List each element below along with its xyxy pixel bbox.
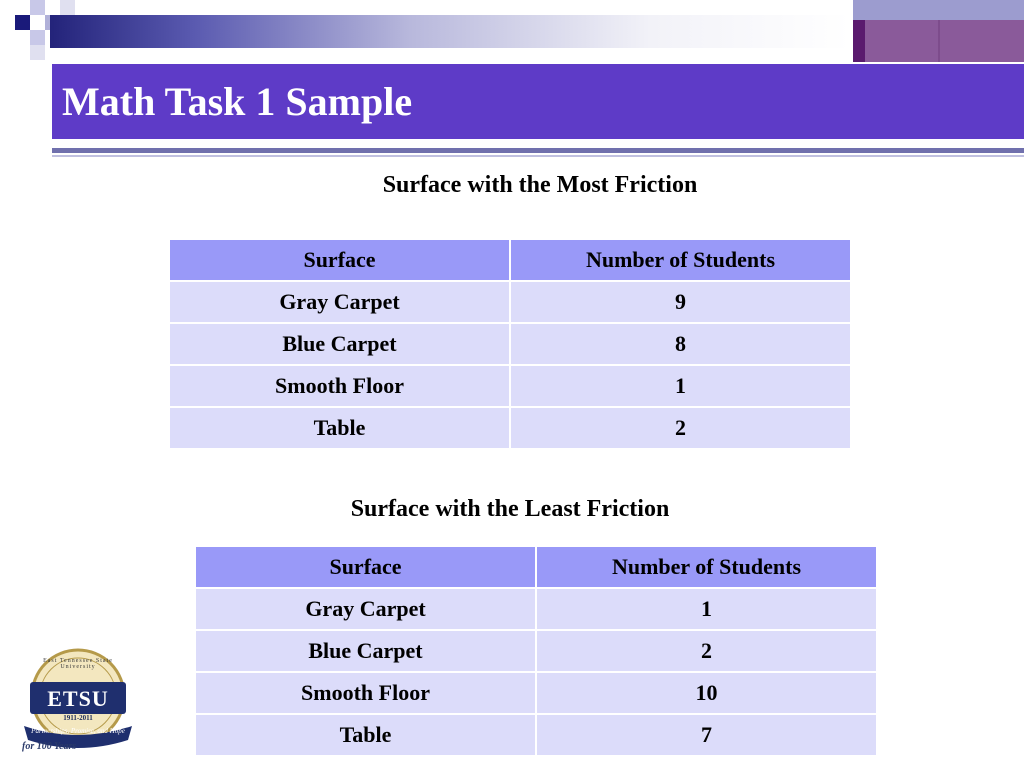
logo-arc-text: East Tennessee State University <box>43 658 113 670</box>
count-cell: 7 <box>537 715 876 755</box>
logo-footer: for 100 Years <box>22 741 77 752</box>
table-row <box>170 324 850 364</box>
surface-cell: Blue Carpet <box>196 631 535 671</box>
table-row <box>170 408 850 448</box>
surface-cell: Smooth Floor <box>196 673 535 713</box>
count-cell: 9 <box>511 282 850 322</box>
count-cell: 1 <box>511 366 850 406</box>
title-divider-light <box>52 155 1024 157</box>
count-cell: 10 <box>537 673 876 713</box>
surface-cell: Smooth Floor <box>170 366 509 406</box>
logo-years: 1911-2011 <box>63 714 93 722</box>
header-right-accent <box>853 20 865 62</box>
count-cell: 1 <box>537 589 876 629</box>
count-cell: 2 <box>537 631 876 671</box>
column-header: Number of Students <box>511 240 850 280</box>
count-cell: 2 <box>511 408 850 448</box>
most-friction-table <box>168 238 852 450</box>
column-header: Surface <box>170 240 509 280</box>
title-bar <box>52 64 1024 139</box>
count-cell: 8 <box>511 324 850 364</box>
surface-cell: Table <box>196 715 535 755</box>
table-row <box>196 715 876 755</box>
logo-wordmark: ETSU <box>47 686 109 711</box>
column-header: Surface <box>196 547 535 587</box>
column-header: Number of Students <box>537 547 876 587</box>
surface-cell: Gray Carpet <box>196 589 535 629</box>
title-divider <box>52 148 1024 153</box>
slide-title: Math Task 1 Sample <box>62 78 413 124</box>
table-row <box>196 631 876 671</box>
table-header-row <box>170 240 850 280</box>
surface-cell: Gray Carpet <box>170 282 509 322</box>
surface-cell: Blue Carpet <box>170 324 509 364</box>
header-right-block <box>853 0 1024 20</box>
etsu-logo <box>18 648 138 758</box>
table-row <box>170 366 850 406</box>
header-right-block-lower <box>865 20 1024 62</box>
table-row <box>196 673 876 713</box>
table-caption-most-friction: Surface with the Most Friction <box>382 172 698 198</box>
logo-tagline: Partnerships, Promise, and Hope <box>31 727 125 735</box>
least-friction-table <box>194 545 878 757</box>
header-gradient-strip <box>50 15 850 48</box>
table-row <box>196 589 876 629</box>
table-row <box>170 282 850 322</box>
table-caption-least-friction: Surface with the Least Friction <box>350 496 670 522</box>
table-header-row <box>196 547 876 587</box>
surface-cell: Table <box>170 408 509 448</box>
